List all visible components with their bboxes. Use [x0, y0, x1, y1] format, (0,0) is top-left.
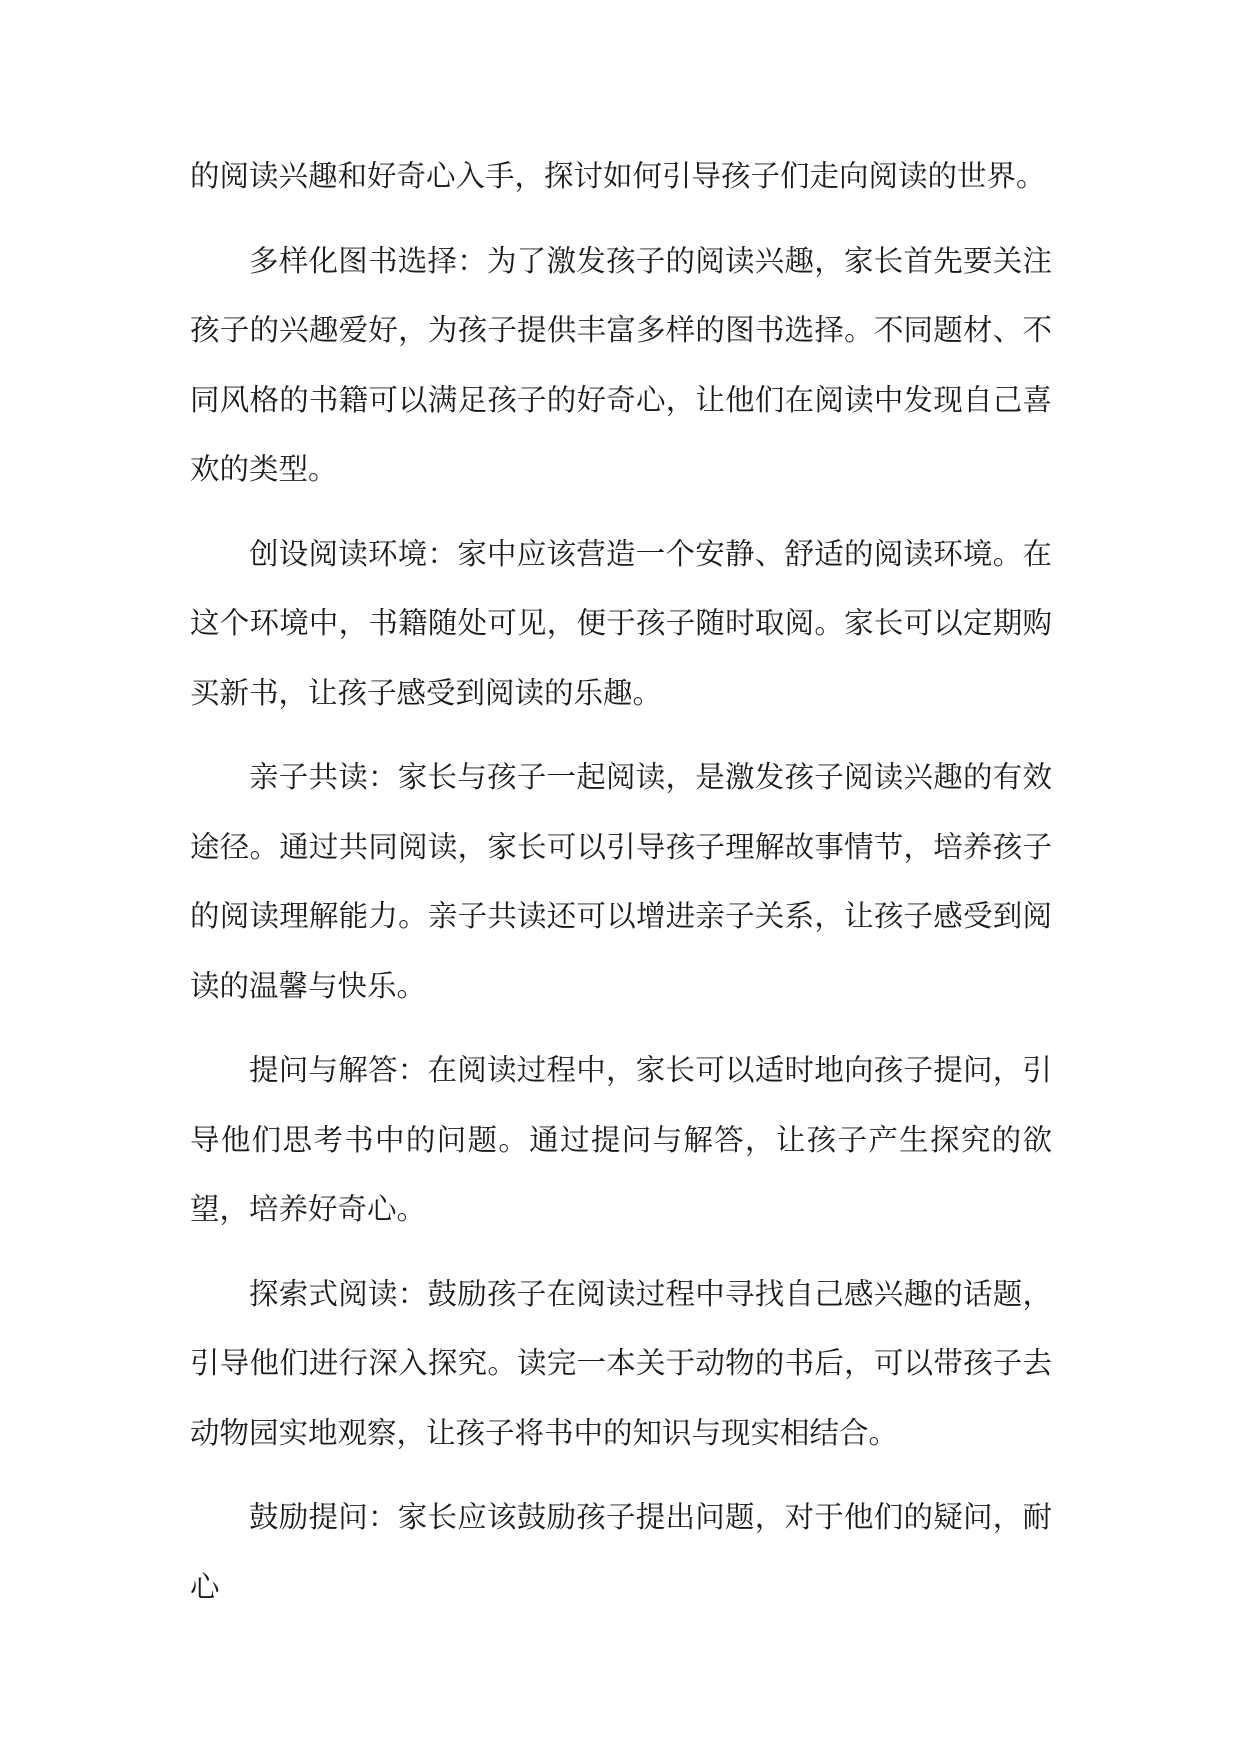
paragraph-shared-reading: 亲子共读：家长与孩子一起阅读，是激发孩子阅读兴趣的有效途径。通过共同阅读，家长可以引导孩子理解故事情节，培养孩子的阅读理解能力。亲子共读还可以增进亲子关系，让孩子感受到阅读的温馨与快乐。: [190, 760, 1052, 1003]
paragraph-encourage-questions: 鼓励提问：家长应该鼓励孩子提出问题，对于他们的疑问，耐心: [190, 1500, 1052, 1604]
body-text: [190, 142, 1052, 1637]
paragraph-book-selection: 多样化图书选择：为了激发孩子的阅读兴趣，家长首先要关注孩子的兴趣爱好，为孩子提供丰富多样的图书选择。不同题材、不同风格的书籍可以满足孩子的好奇心，让他们在阅读中发现自己喜欢的类型。: [190, 243, 1052, 486]
paragraph-exploratory-reading: 探索式阅读：鼓励孩子在阅读过程中寻找自己感兴趣的话题，引导他们进行深入探究。读完一本关于动物的书后，可以带孩子去动物园实地观察，让孩子将书中的知识与现实相结合。: [190, 1276, 1052, 1450]
paragraph-question-answer: 提问与解答：在阅读过程中，家长可以适时地向孩子提问，引导他们思考书中的问题。通过提问与解答，让孩子产生探究的欲望，培养好奇心。: [190, 1053, 1052, 1226]
paragraph-reading-environment: 创设阅读环境：家中应该营造一个安静、舒适的阅读环境。在这个环境中，书籍随处可见，便于孩子随时取阅。家长可以定期购买新书，让孩子感受到阅读的乐趣。: [190, 536, 1052, 710]
paragraph-continued-intro: 的阅读兴趣和好奇心入手，探讨如何引导孩子们走向阅读的世界。: [190, 159, 1046, 193]
